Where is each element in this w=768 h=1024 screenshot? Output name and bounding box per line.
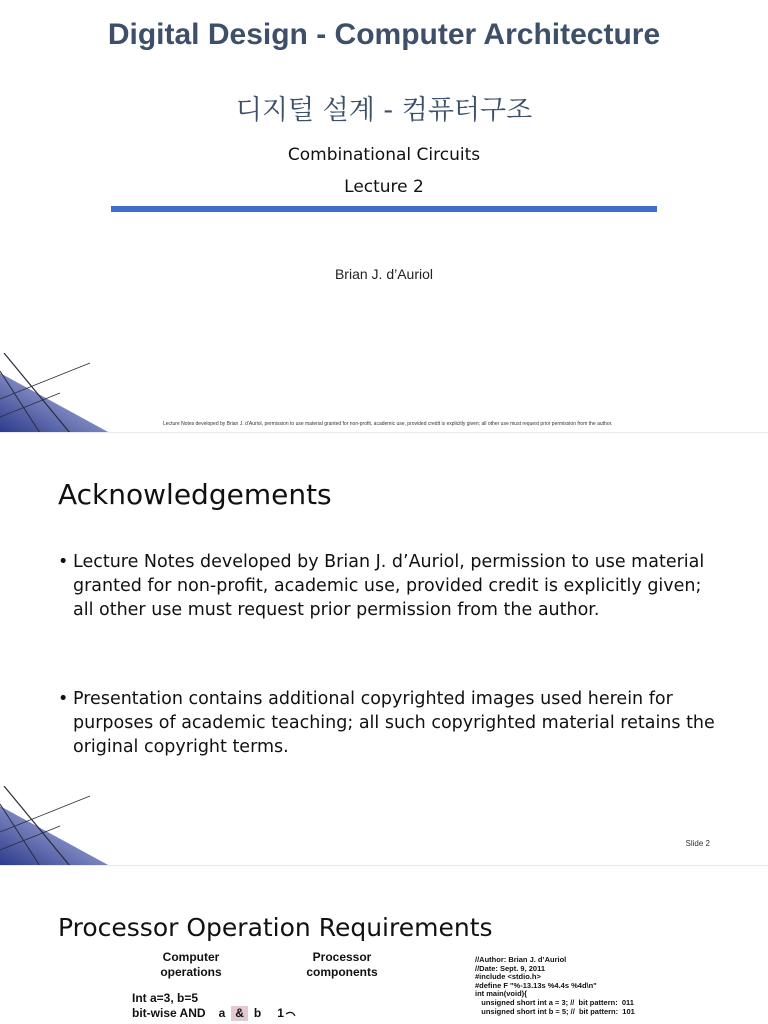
code-line: unsigned short int b = 5; // bit pattern: 101 [475, 1006, 635, 1016]
code-line: int main(void){ [475, 989, 528, 999]
and-operator: & [231, 1006, 248, 1021]
title-slide [0, 0, 768, 433]
processor-operation-slide [0, 866, 768, 1024]
slide-number: Slide 2 [685, 839, 710, 848]
operand-a: a [218, 1006, 226, 1020]
title-underline-bar [111, 206, 657, 212]
author-name: Brian J. d’Auriol [334, 266, 434, 282]
code-line: //Author: Brian J. d’Auriol [475, 955, 567, 964]
declaration-line: Int a=3, b=5 [132, 991, 199, 1005]
bullet-dot: • [58, 689, 69, 709]
slide-title: Acknowledgements [58, 478, 332, 511]
acknowledgements-slide [0, 433, 768, 866]
code-line: #include <stdio.h> [475, 972, 541, 982]
code-line: unsigned short int a = 3; // bit pattern: 011 [475, 997, 634, 1007]
result-value: 1 [277, 1006, 284, 1020]
corner-decoration-graphic [0, 353, 110, 433]
lecture-number: Lecture 2 [344, 177, 424, 197]
bitwise-label: bit-wise AND [132, 1006, 206, 1020]
column-header-processor-components: Processor components [306, 950, 378, 979]
column-header-computer-operations: Computer operations [160, 950, 222, 979]
slide-subtitle: Combinational Circuits [287, 145, 481, 165]
bullet-text: Presentation contains additional copyrighted images used herein for purposes of academic teaching; all such copyrighted material retains the original copyright terms. [73, 689, 715, 757]
bullet-item [58, 687, 718, 759]
code-line: #define F "%-13.13s %4.4s %4d\n" [475, 980, 597, 990]
operations-example [132, 991, 298, 1021]
arrow-icon [284, 1007, 298, 1021]
corner-decoration-graphic [0, 786, 110, 866]
footer-note: Lecture Notes developed by Brian J. d’Auriol, permission to use material granted for non-profit, academic use, provided credit is explicitly given; all other use must request prior permission from the author. [163, 421, 613, 427]
code-listing [475, 956, 635, 1016]
code-line: //Date: Sept. 9, 2011 [475, 963, 546, 973]
operand-b: b [253, 1006, 262, 1020]
bullet-item [58, 550, 718, 622]
slide-title: Digital Design - Computer Architecture [107, 18, 661, 51]
bullet-dot: • [58, 552, 69, 572]
slide-title: Processor Operation Requirements [58, 913, 493, 942]
bitwise-and-line [132, 1006, 298, 1021]
slide-title-korean: 디지털 설계 - 컴퓨터구조 [235, 95, 533, 126]
bullet-text: Lecture Notes developed by Brian J. d’Auriol, permission to use material granted for non-profit, academic use, provided credit is explicitly given; all other use must request prior permission from the author. [73, 552, 705, 620]
